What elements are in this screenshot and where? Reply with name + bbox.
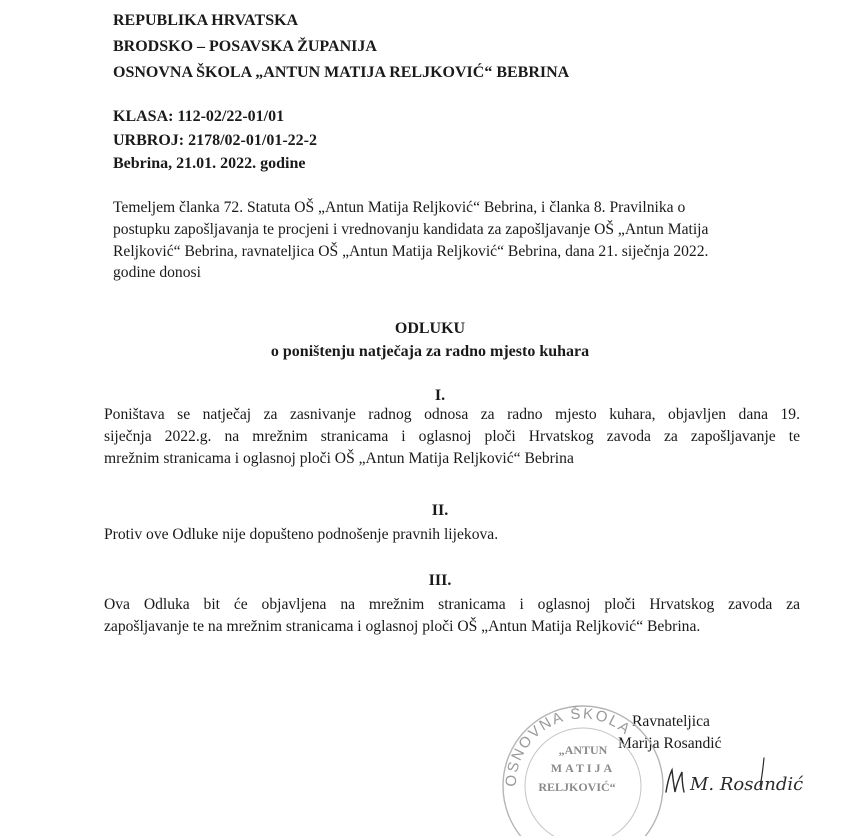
header-line-school: OSNOVNA ŠKOLA „ANTUN MATIJA RELJKOVIĆ“ BEBRINA [113,64,570,81]
official-stamp [495,686,670,836]
section-line: zapošljavanje te na mrežnim stranicama i oglasnoj ploči OŠ „Antun Matija Reljković“ Bebrina. [104,618,701,635]
header-line-republic: REPUBLIKA HRVATSKA [113,12,299,29]
preamble-line: godine donosi [113,264,201,281]
preamble-line: Reljković“ Bebrina, ravnateljica OŠ „Antun Matija Reljković“ Bebrina, dana 21. siječnja 2022. [113,243,709,260]
section-line: mrežnim stranicama i oglasnoj ploči OŠ „Antun Matija Reljković“ Bebrina [104,450,574,467]
preamble-line: Temeljem članka 72. Statuta OŠ „Antun Matija Reljković“ Bebrina, i članka 8. Pravilnika o [113,199,686,216]
urbroj: URBROJ: 2178/02-01/01-22-2 [113,132,317,149]
section-line: siječnja 2022.g. na mrežnim stranicama i oglasnoj ploči Hrvatskog zavoda za zapošljavanje te [104,428,800,445]
stamp-inner-line: MATIJA [550,761,616,775]
header-line-county: BRODSKO – POSAVSKA ŽUPANIJA [113,38,377,55]
decision-title: ODLUKU [394,320,466,337]
section-line: Protiv ove Odluke nije dopušteno podnošenje pravnih lijekova. [104,526,499,543]
preamble-line: postupku zapošljavanja te procjeni i vrednovanju kandidata za zapošljavanje OŠ „Antun Matija [113,221,709,238]
stamp-inner-line: RELJKOVIĆ“ [538,780,616,794]
handwritten-signature [660,752,804,802]
section-numeral: III. [428,572,452,589]
stamp-arc-text: OSNOVNA ŠKOLA [502,705,635,788]
klasa: KLASA: 112-02/22-01/01 [113,108,285,125]
section-line: Poništava se natječaj za zasnivanje radnog odnosa za radno mjesto kuhara, objavljen dana 19. [104,406,800,423]
section-numeral: II. [431,502,449,519]
decision-subtitle: o poništenju natječaja za radno mjesto kuhara [270,343,590,360]
stamp-inner-line: „ANTUN [558,743,608,757]
signature-script: M. Rosandić [690,774,804,795]
signatory-name: Marija Rosandić [618,735,722,752]
signatory-role: Ravnateljica [632,713,710,730]
section-numeral: I. [434,387,446,404]
place-date: Bebrina, 21.01. 2022. godine [113,155,306,172]
section-line: Ova Odluka bit će objavljena na mrežnim stranicama i oglasnoj ploči Hrvatskog zavoda za [104,596,800,613]
